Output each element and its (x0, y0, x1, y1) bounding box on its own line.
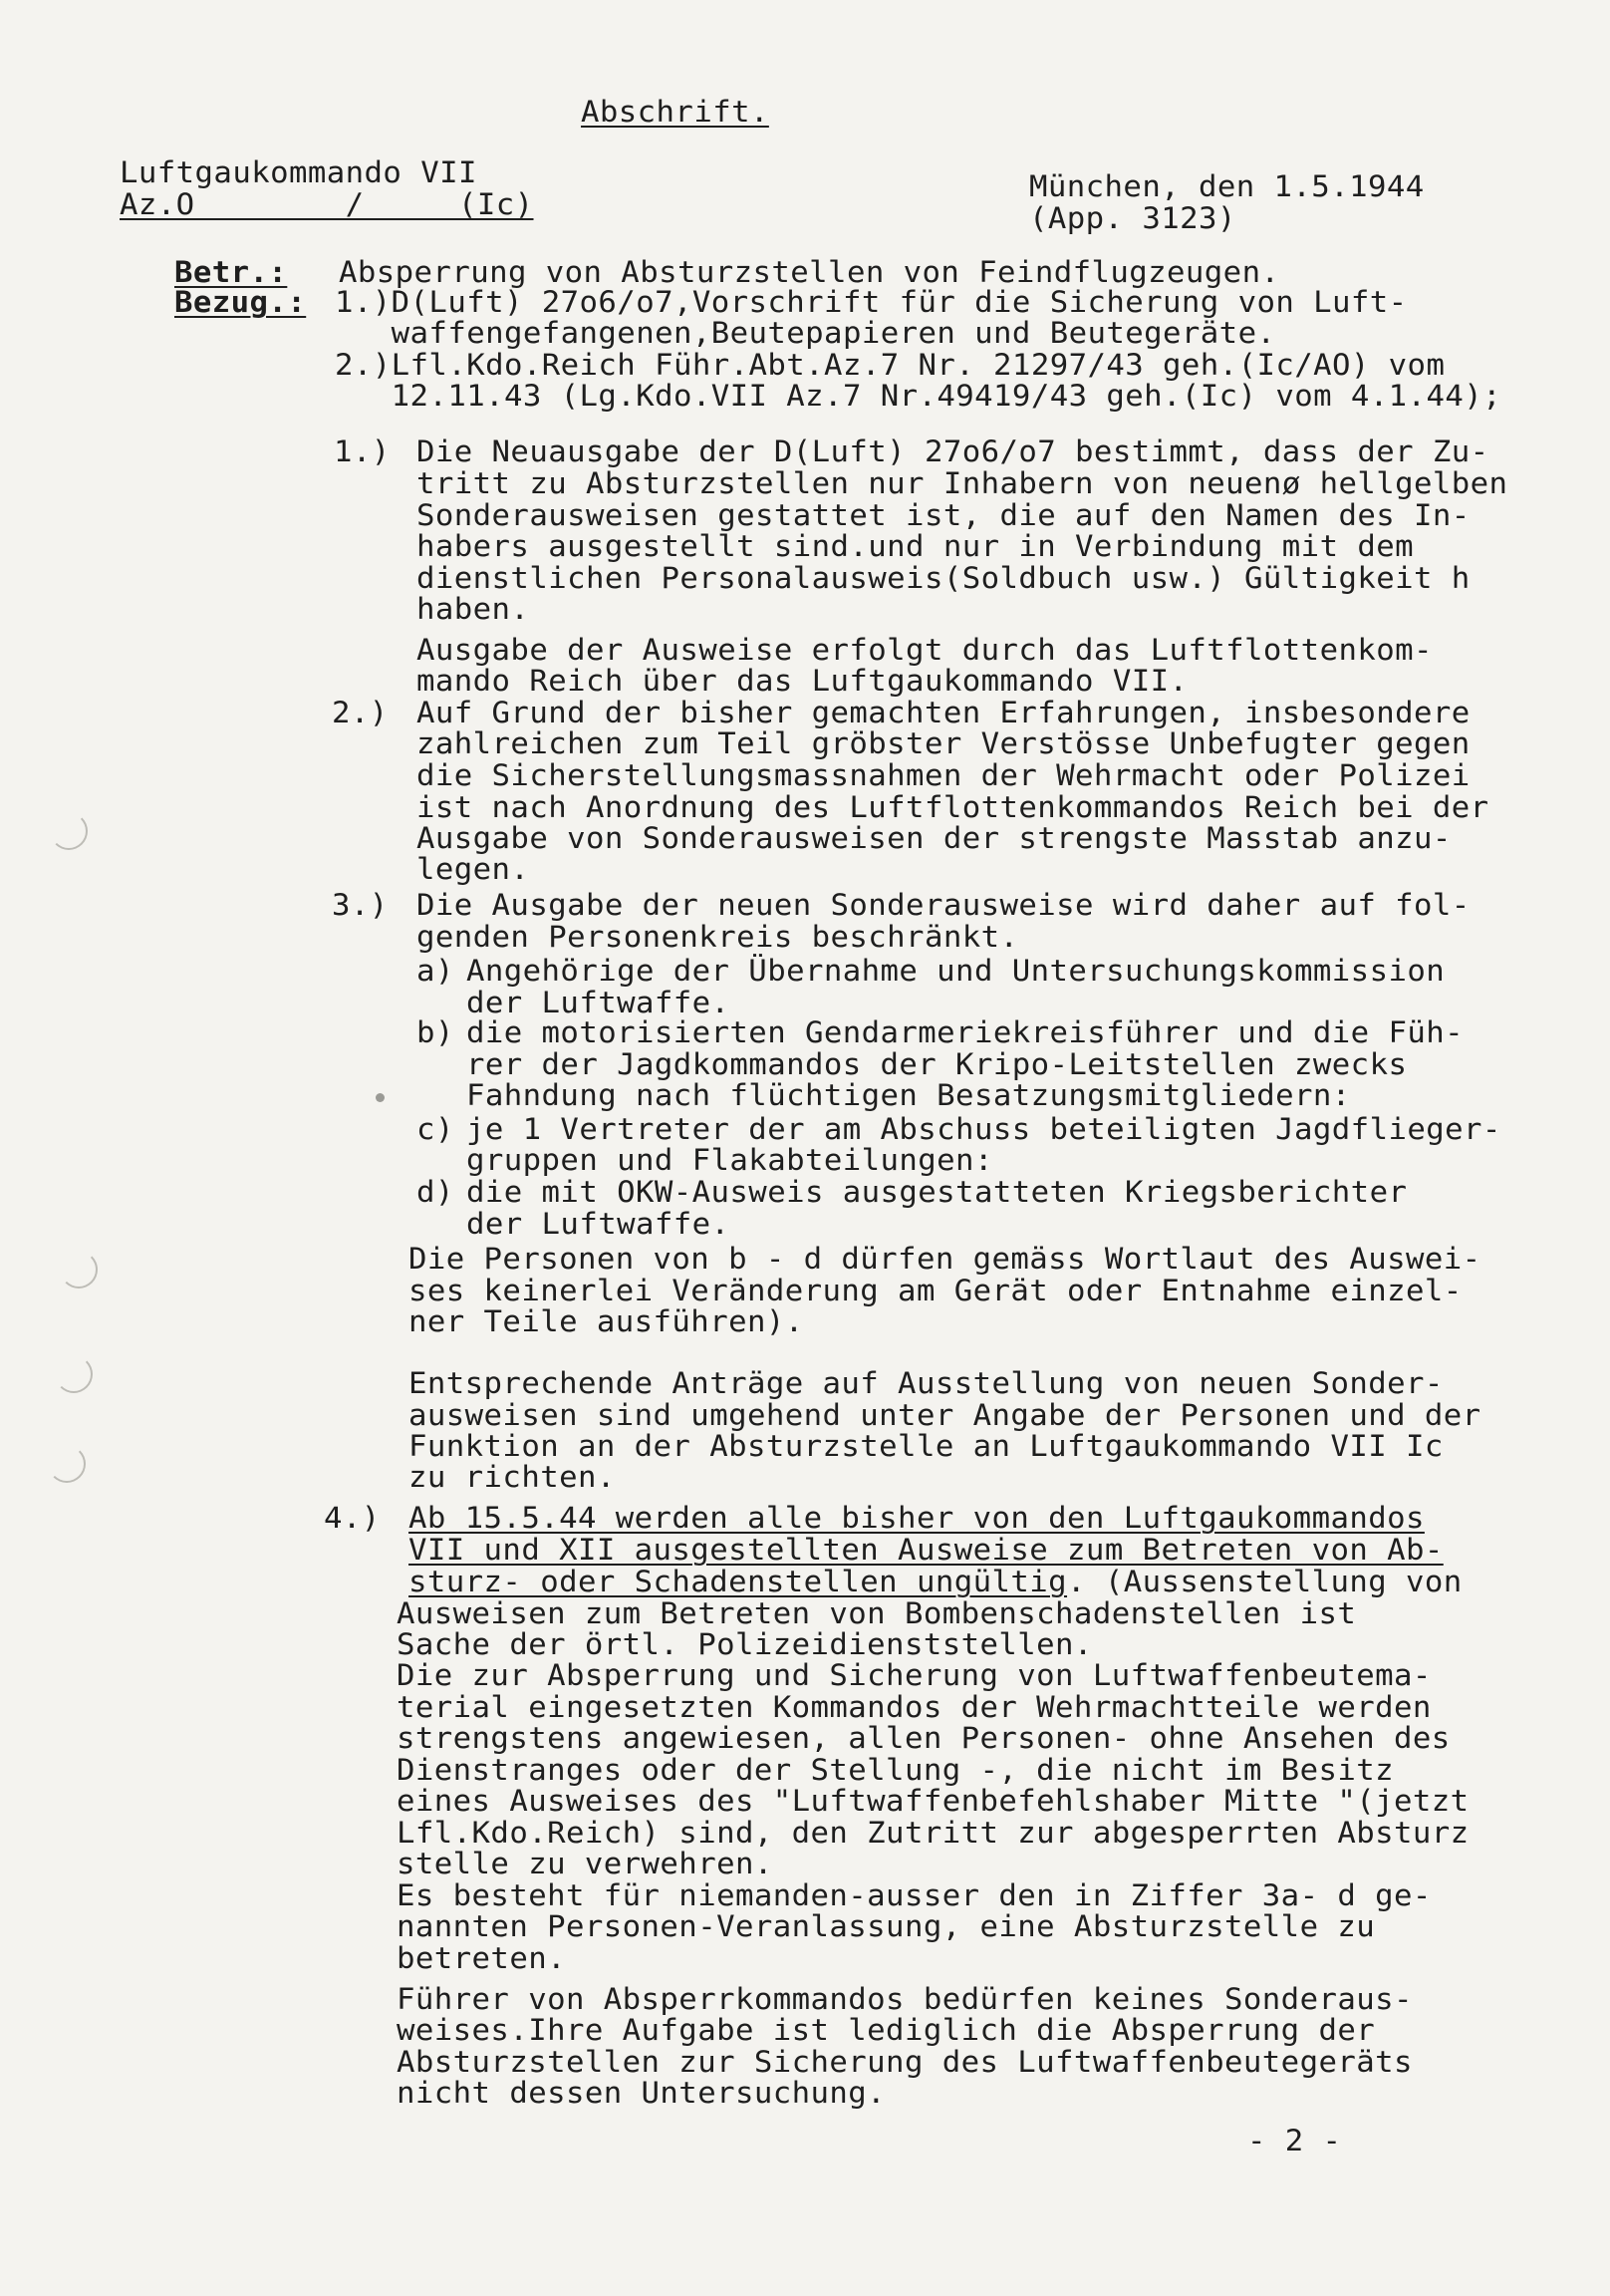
section-1-line: Die Neuausgabe der D(Luft) 27o6/o7 bestimmt, dass der Zu- (416, 434, 1489, 468)
section-4-line: Die zur Absperrung und Sicherung von Luftwaffenbeutema- (397, 1658, 1432, 1692)
section-1-line: mando Reich über das Luftgaukommando VII. (416, 664, 1189, 698)
section-3-line: Die Personen von b - d dürfen gemäss Wortlaut des Auswei- (408, 1242, 1481, 1276)
item-line: Fahndung nach flüchtigen Besatzungsmitgliedern: (466, 1078, 1351, 1112)
section-2-line: ist nach Anordnung des Luftflottenkommandos Reich bei der (416, 790, 1489, 824)
section-number: 4.) (324, 1501, 381, 1535)
section-4-line: Es besteht für niemanden-ausser den in Ziffer 3a- d ge- (397, 1878, 1432, 1912)
office-name: Luftgaukommando VII (120, 155, 477, 189)
item-letter: a) (416, 954, 454, 988)
section-2-line: die Sicherstellungsmassnahmen der Wehrmacht oder Polizei (416, 758, 1471, 792)
item-line: gruppen und Flakabteilungen: (466, 1143, 993, 1177)
document-title: Abschrift. (581, 95, 769, 129)
betreff-text: Absperrung von Absturzstellen von Feindflugzeugen. (339, 255, 1280, 289)
section-1-line: haben. (416, 592, 530, 626)
item-letter: d) (416, 1175, 454, 1209)
bezug-label: Bezug.: (174, 285, 307, 319)
section-4-line: nannten Personen-Veranlassung, eine Absturzstelle zu (397, 1909, 1376, 1943)
section-4-line: Dienstranges oder der Stellung -, die nicht im Besitz (397, 1753, 1395, 1787)
section-3-line: zu richten. (408, 1460, 616, 1494)
section-4-line: Lfl.Kdo.Reich) sind, den Zutritt zur abgesperrten Absturz (397, 1816, 1470, 1850)
item-line: Angehörige der Übernahme und Untersuchungskommission (466, 954, 1446, 988)
page-number: - 2 - (1247, 2124, 1342, 2157)
section-2-line: Auf Grund der bisher gemachten Erfahrungen, insbesondere (416, 696, 1471, 729)
section-4-underlined: VII und XII ausgestellten Ausweise zum Betreten von Ab- (408, 1533, 1444, 1567)
section-4-line: Sache der örtl. Polizeidienststellen. (397, 1627, 1093, 1661)
section-4-line: eines Ausweises des "Luftwaffenbefehlshaber Mitte "(jetzt (397, 1784, 1470, 1818)
section-4-line: stelle zu verwehren. (397, 1847, 773, 1880)
reference-number: Az.O / (Ic) (120, 187, 534, 221)
section-4-underlined: Ab 15.5.44 werden alle bisher von den Luftgaukommandos (408, 1501, 1425, 1535)
section-number: 2.) (332, 696, 389, 729)
item-line: der Luftwaffe. (466, 986, 730, 1019)
section-3-line: Entsprechende Anträge auf Ausstellung von neuen Sonder- (408, 1366, 1444, 1400)
section-2-line: zahlreichen zum Teil gröbster Verstösse Unbefugter gegen (416, 726, 1471, 760)
section-4-line: nicht dessen Untersuchung. (397, 2076, 887, 2110)
section-4-line: weises.Ihre Aufgabe ist lediglich die Absperrung der (397, 2013, 1376, 2047)
section-3-line: Funktion an der Absturzstelle an Luftgaukommando VII Ic (408, 1429, 1444, 1463)
place-date: München, den 1.5.1944 (1029, 169, 1425, 203)
section-2-line: Ausgabe von Sonderausweisen der strengste Masstab anzu- (416, 821, 1452, 855)
section-1-line: dienstlichen Personalausweis(Soldbuch usw.) Gültigkeit h (416, 561, 1471, 595)
section-4-line: betreten. (397, 1941, 566, 1975)
section-4-line: strengstens angewiesen, allen Personen- ohne Ansehen des (397, 1721, 1451, 1755)
section-1-line: Sonderausweisen gestattet ist, die auf den Namen des In- (416, 498, 1471, 532)
section-4-line (408, 1566, 1463, 1597)
section-2-line: legen. (416, 852, 530, 886)
item-line: die mit OKW-Ausweis ausgestatteten Kriegsberichter (466, 1175, 1408, 1209)
punch-hole-mark (48, 1445, 86, 1483)
bezug-line: waffengefangenen,Beutepapieren und Beutegeräte. (335, 316, 1276, 350)
item-letter: b) (416, 1015, 454, 1049)
item-line: die motorisierten Gendarmeriekreisführer und die Füh- (466, 1015, 1465, 1049)
punch-hole-mark (60, 1251, 98, 1289)
section-1-line: Ausgabe der Ausweise erfolgt durch das Luftflottenkom- (416, 633, 1433, 667)
betreff-label: Betr.: (174, 255, 288, 289)
section-4-line: Führer von Absperrkommandos bedürfen keines Sonderaus- (397, 1982, 1413, 2016)
section-3-line: Die Ausgabe der neuen Sonderausweise wird daher auf fol- (416, 888, 1471, 922)
section-1-line: tritt zu Absturzstellen nur Inhabern von neuenø hellgelben (416, 466, 1508, 500)
section-number: 1.) (334, 434, 391, 468)
section-4-line: Ausweisen zum Betreten von Bombenschadenstellen ist (397, 1596, 1357, 1630)
ink-speck (376, 1093, 385, 1102)
phone-extension: (App. 3123) (1029, 201, 1236, 235)
section-4-underlined: sturz- oder Schadenstellen ungültig (408, 1565, 1068, 1598)
section-4-line: Absturzstellen zur Sicherung des Luftwaffenbeutegeräts (397, 2045, 1413, 2079)
bezug-line: 12.11.43 (Lg.Kdo.VII Az.7 Nr.49419/43 geh.(Ic) vom 4.1.44); (335, 379, 1501, 413)
bezug-line: 1.)D(Luft) 27o6/o7,Vorschrift für die Sicherung von Luft- (335, 285, 1408, 319)
section-1-line: habers ausgestellt sind.und nur in Verbindung mit dem (416, 529, 1415, 563)
section-4-line: terial eingesetzten Kommandos der Wehrmachtteile werden (397, 1690, 1432, 1724)
item-line: je 1 Vertreter der am Abschuss beteiligten Jagdflieger- (466, 1112, 1501, 1146)
item-line: der Luftwaffe. (466, 1207, 730, 1241)
punch-hole-mark (50, 812, 88, 850)
section-3-line: ner Teile ausführen). (408, 1304, 804, 1338)
punch-hole-mark (55, 1355, 93, 1393)
item-line: rer der Jagdkommandos der Kripo-Leitstellen zwecks (466, 1047, 1408, 1081)
section-3-line: ses keinerlei Veränderung am Gerät oder Entnahme einzel- (408, 1274, 1463, 1307)
section-3-line: ausweisen sind umgehend unter Angabe der Personen und der (408, 1398, 1481, 1432)
section-3-line: genden Personenkreis beschränkt. (416, 920, 1019, 954)
section-4-line-rest: . (Aussenstellung von (1067, 1565, 1463, 1598)
item-letter: c) (416, 1112, 454, 1146)
bezug-line: 2.)Lfl.Kdo.Reich Führ.Abt.Az.7 Nr. 21297/43 geh.(Ic/AO) vom (335, 348, 1446, 382)
section-number: 3.) (332, 888, 389, 922)
